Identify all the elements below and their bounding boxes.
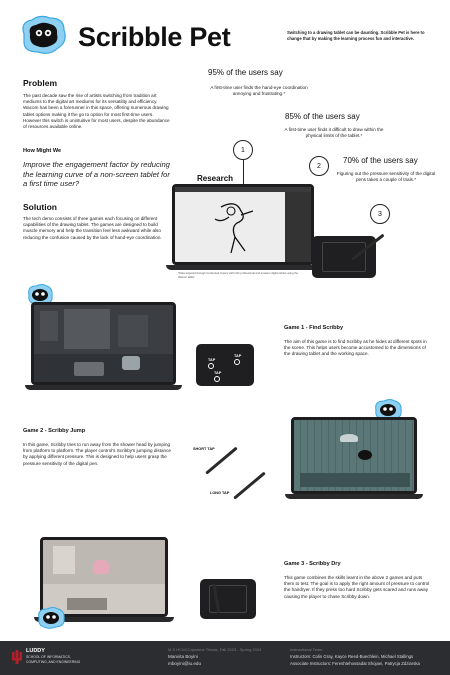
game2-pen-long	[233, 472, 265, 500]
school-line-2: SCHOOL OF INFORMATICS,	[26, 655, 71, 659]
footer	[0, 641, 450, 675]
game1-tap-label-3: TAP	[214, 371, 222, 375]
research-tablet	[312, 236, 376, 278]
game2-title: Game 2 - Scribby Jump	[23, 428, 86, 434]
iu-logo	[12, 650, 22, 664]
game1-tap-label-2: TAP	[234, 354, 242, 358]
short-tap-label: SHORT TAP	[193, 447, 215, 451]
game1-tap-marker-1	[208, 363, 214, 369]
game1-title: Game 1 - Find Scribby	[284, 325, 344, 331]
instructors-line: Instructors: Colin Gray, Kayce Reed-Buechlein, Michael Stallings	[290, 654, 414, 659]
research-laptop	[172, 184, 314, 270]
solution-body: The tech demo consists of three games each focusing on different capabilities of the drawing tablet. The games are designed to build muscle memory and help the transition feel less awkward while also reducing the confusion caused by the lack of hand-eye coordination.	[23, 216, 162, 240]
hmw-question: Improve the engagement factor by reducing the learning curve of a non-screen tablet for a first time user?	[23, 160, 170, 189]
stat-1-number: 1	[233, 140, 253, 160]
stat-2-number: 2	[309, 156, 329, 176]
game2-body: In this game, Scribby tries to run away from the shower head by jumping from platform to platform. The player control's Scribby's jumping distance by applying different pressure. This is designed to help users grasp the pressure sensitivity of the digital pen.	[23, 442, 171, 466]
stat-3-number: 3	[370, 204, 390, 224]
stat-2-text: A first-time user finds it difficult to draw within the physical limits of the tablet.*	[284, 127, 384, 139]
page-title: Scribble Pet	[78, 22, 231, 52]
header-tagline: Switching to a drawing tablet can be daunting. Scribble Pet is here to change that by making the learning process fun and interactive.	[287, 30, 425, 41]
game1-tablet	[196, 344, 254, 386]
author-name: Manvita Boyini	[168, 654, 198, 659]
stat-1-text: A first-time user finds the hand-eye coordination annoying and frustrating.*	[210, 85, 308, 97]
problem-body: The past decade saw the rise of artists switching from tradition art mediums to the digital art mediums for its versatility and efficiency. Wacom has been a forerunner in this space, offering numerous drawing tablet options making it the go to option for most first-time users. However this switch is unintuitive for most users, despite the abundance of resources available online.	[23, 93, 170, 129]
research-heading: Research	[197, 174, 234, 183]
game3-body: This game combines the skills learnt in the above 2 games and puts them to test. The goal is to apply the right amount of pressure to control the hairdryer. If they press too hard Scribby gets scared and runs away causing the player to chase Scribby down.	[284, 575, 430, 599]
game1-laptop	[31, 302, 176, 390]
game1-tap-label-1: TAP	[208, 358, 216, 362]
stat-2-headline: 85% of the users say	[285, 112, 360, 121]
game2-laptop	[291, 417, 417, 499]
game1-tap-marker-2	[234, 359, 240, 365]
sketch-illustration	[201, 197, 271, 257]
hmw-heading: How Might We	[23, 148, 62, 154]
course-line: M.S HCI/d Capstone Thesis, Fall 2023 - Spring 2024	[168, 647, 262, 652]
game1-body: The aim of this game is to find Scribby as he hides at different spots in the scene. This helps users become accustomed to the dimensions of the drawing tablet and the working space.	[284, 339, 427, 357]
solution-heading: Solution	[23, 202, 57, 212]
associates-line: Associate Instructors: Fereshtehossadat Shojaei, Patrycja Zdziarska	[290, 661, 420, 666]
game3-title: Game 3 - Scribby Dry	[284, 561, 341, 567]
stat-3-headline: 70% of the users say	[343, 156, 418, 165]
author-email[interactable]: mboyini@iu.edu	[168, 661, 202, 666]
game1-tap-marker-3	[214, 376, 220, 382]
stat-1-headline: 95% of the users say	[208, 68, 283, 77]
research-caption: *Data acquired through Contextual Inquiry with both professional and amateur digital artists using the Wacom tablet	[178, 272, 298, 279]
team-label: Instructional Team	[290, 647, 323, 652]
problem-heading: Problem	[23, 78, 58, 88]
school-line-1: LUDDY	[26, 648, 45, 654]
stat-3-text: Figuring out the pressure sensitivity of the digital pens takes a couple of trials.*	[336, 171, 436, 183]
game3-mascot-blob	[36, 606, 66, 630]
school-line-3: COMPUTING, AND ENGINEERING	[26, 660, 81, 664]
game3-tablet	[200, 579, 256, 619]
long-tap-label: LONG TAP	[210, 491, 230, 495]
header-mascot-blob	[18, 14, 68, 56]
